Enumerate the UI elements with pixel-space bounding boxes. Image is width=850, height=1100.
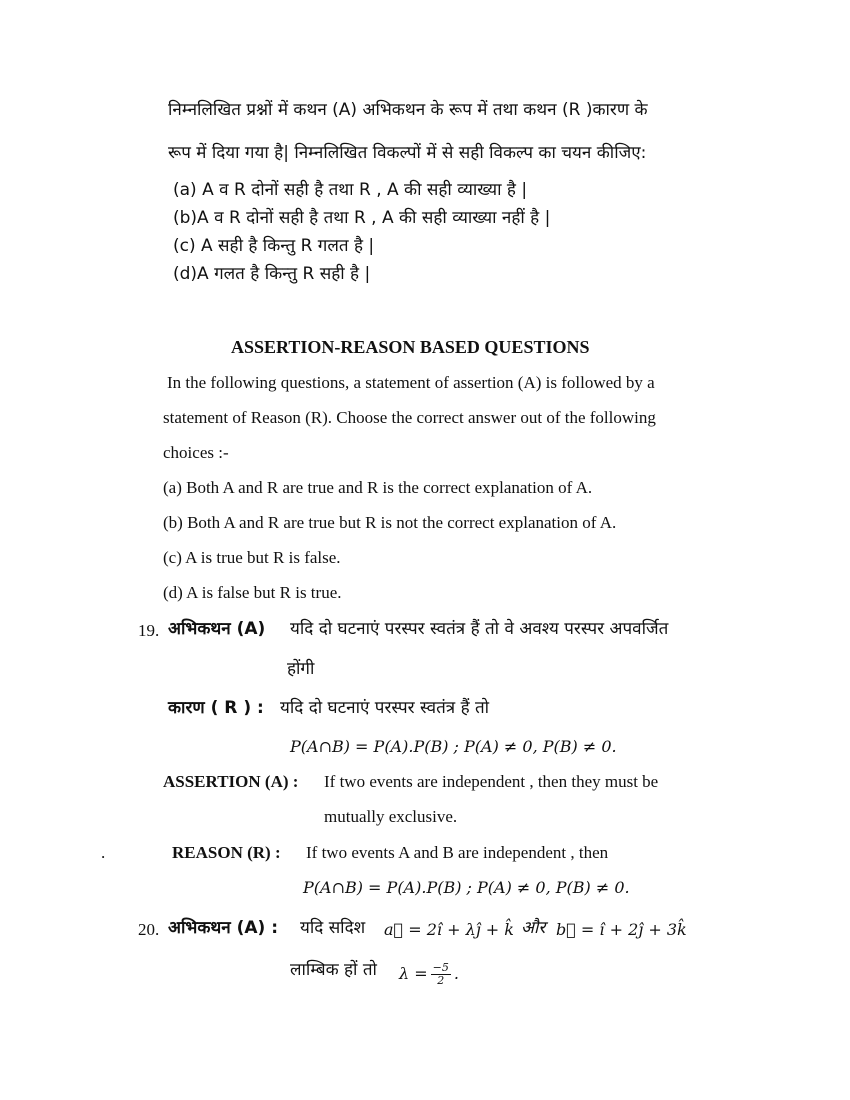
q20-fraction [431,962,451,987]
stray-mark: . [101,843,106,862]
q20-assertion-label-hi: अभिकथन (A) : [168,918,279,938]
english-intro-line-1: In the following questions, a statement of assertion (A) is followed by a [167,373,655,392]
q19-assertion-text-hi-2: होंगी [287,659,315,679]
hindi-intro-line-1: निम्नलिखित प्रश्नों में कथन (A) अभिकथन के रूप में तथा कथन (R )कारण के [168,100,648,120]
english-intro-line-3: choices :- [163,443,229,462]
q20-vector-a: a⃗ = 2î + λĵ + k̂ [384,920,514,939]
q20-fraction-denominator: 2 [437,974,445,988]
q19-assertion-text-en-2: mutually exclusive. [324,807,458,826]
q20-assertion-text-hi: यदि सदिश [300,918,366,938]
english-option-d: (d) A is false but R is true. [163,583,342,602]
english-intro-line-2: statement of Reason (R). Choose the correct answer out of the following [163,408,656,427]
q19-reason-text-hi: यदि दो घटनाएं परस्पर स्वतंत्र हैं तो [280,698,490,718]
q19-reason-label-hi: कारण ( R ) : [168,698,264,718]
section-heading: ASSERTION-REASON BASED QUESTIONS [231,337,590,357]
hindi-option-a: (a) A व R दोनों सही है तथा R , A की सही व्याख्या है | [173,180,528,200]
q20-line2-end: . [453,964,459,984]
q20-vector-b: b⃗ = î + 2ĵ + 3k̂ [556,920,687,939]
q20-conjunction: और [521,918,546,938]
q20-fraction-numerator: −5 [432,961,449,974]
q19-assertion-text-hi-1: यदि दो घटनाएं परस्पर स्वतंत्र हैं तो वे अवश्य परस्पर अपवर्जित [290,619,669,639]
q19-reason-label-en: REASON (R) : [172,843,281,862]
hindi-option-b: (b)A व R दोनों सही है तथा R , A की सही व्याख्या नहीं है | [173,208,551,228]
q20-lambda-lhs: λ = [399,964,428,984]
hindi-option-c: (c) A सही है किन्तु R गलत है | [173,236,375,256]
q20-lambda-expression [399,962,459,987]
q19-assertion-label-hi: अभिकथन (A) [168,619,266,639]
hindi-option-d: (d)A गलत है किन्तु R सही है | [173,264,371,284]
q19-assertion-text-en-1: If two events are independent , then they must be [324,772,659,791]
english-option-b: (b) Both A and R are true but R is not the correct explanation of A. [163,513,617,532]
q19-formula-hi: P(A∩B) = P(A).P(B) ; P(A) ≠ 0, P(B) ≠ 0. [290,737,617,756]
q19-formula-en: P(A∩B) = P(A).P(B) ; P(A) ≠ 0, P(B) ≠ 0. [303,878,630,897]
q19-assertion-label-en: ASSERTION (A) : [163,772,299,791]
english-option-c: (c) A is true but R is false. [163,548,341,567]
english-option-a: (a) Both A and R are true and R is the correct explanation of A. [163,478,593,497]
q20-line2-text: लाम्बिक हों तो [290,960,377,980]
q19-reason-text-en: If two events A and B are independent , then [306,843,609,862]
q19-number: 19. [138,621,160,640]
hindi-intro-line-2: रूप में दिया गया है| निम्नलिखित विकल्पों में से सही विकल्प का चयन कीजिए: [168,143,647,163]
q20-number: 20. [138,920,160,939]
